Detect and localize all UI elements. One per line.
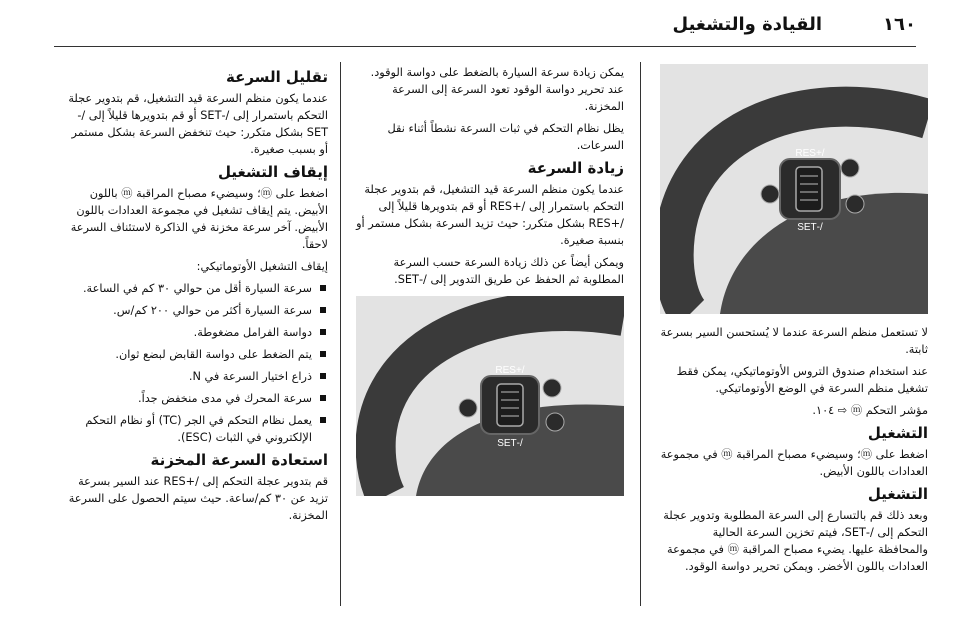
bullet-icon (320, 351, 326, 357)
column-left (60, 64, 328, 529)
bullet-icon (320, 395, 326, 401)
paragraph: يمكن زيادة سرعة السيارة بالضغط على دواسة الوقود. عند تحرير دواسة الوقود تعود السرعة إلى السرعة المخزنة. (370, 66, 624, 113)
set-label: /-SET (497, 438, 523, 449)
section-heading: زيادة السرعة (527, 159, 624, 177)
header-divider (54, 46, 916, 47)
paragraph: مؤشر التحكم ⓜ ⇨ ١٠٤. (812, 404, 928, 417)
page-title: القيادة والتشغيل (672, 14, 822, 35)
column-middle (356, 64, 624, 506)
steering-wheel-figure-1 (660, 64, 928, 314)
bullet-icon (320, 285, 326, 291)
paragraph: إيقاف التشغيل الأوتوماتيكي: (196, 260, 328, 273)
bullet-icon (320, 373, 326, 379)
page-header (0, 0, 960, 48)
column-divider (640, 62, 641, 606)
paragraph: عند استخدام صندوق التروس الأوتوماتيكي، يمكن فقط تشغيل منظم السرعة في الوضع الأوتوماتيكي. (676, 365, 928, 395)
list-item: ذراع اختيار السرعة في N. (60, 368, 328, 385)
section-heading: إيقاف التشغيل (218, 163, 328, 181)
bullet-icon (320, 329, 326, 335)
paragraph: وبعد ذلك قم بالتسارع إلى السرعة المطلوبة وتدوير عجلة التحكم إلى /-SET، فيتم تخزين السرعة الحالية والمحافظة عليها. يضيء مصباح المراقبة ⓜ في مجموعة العدادات باللون الأخضر. ويمكن تحرير دواسة الوقود. (663, 509, 928, 573)
paragraph: لا تستعمل منظم السرعة عندما لا يُستحسن السير بسرعة ثابتة. (660, 326, 928, 356)
paragraph: قم بتدوير عجلة التحكم إلى /+RES عند السير بسرعة تزيد عن ٣٠ كم/ساعة. حيث سيتم الحصول على السرعة المخزنة. (68, 475, 328, 522)
paragraph: ويمكن أيضاً عن ذلك زيادة السرعة حسب السرعة المطلوبة ثم الحفظ عن طريق التدوير إلى /-SET. (393, 256, 624, 286)
column-right (660, 64, 928, 580)
bullet-icon (320, 417, 326, 423)
bullet-list (60, 280, 328, 446)
list-item: يتم الضغط على دواسة القابض لبضع ثوان. (60, 346, 328, 363)
section-heading: استعادة السرعة المخزنة (150, 451, 328, 469)
set-label: /-SET (797, 222, 823, 233)
section-heading: تقليل السرعة (226, 68, 328, 86)
list-item: سرعة السيارة أقل من حوالي ٣٠ كم في الساعة. (60, 280, 328, 297)
list-item: يعمل نظام التحكم في الجر (TC) أو نظام التحكم الإلكتروني في الثبات (ESC). (60, 412, 328, 446)
paragraph: عندما يكون منظم السرعة قيد التشغيل، قم بتدوير عجلة التحكم باستمرار إلى /-SET أو قم بتدويرها قليلاً إلى /-SET بشكل متكرر: حيث تنخفض السرعة بشكل مستمر أو بسبب صغيرة. (68, 92, 328, 156)
section-heading: التشغيل (867, 424, 928, 442)
list-item: سرعة السيارة أكثر من حوالي ٢٠٠ كم/س. (60, 302, 328, 319)
bullet-icon (320, 307, 326, 313)
res-label: /+RES (495, 365, 525, 376)
page-number: ١٦٠ (883, 14, 916, 35)
res-label: /+RES (795, 148, 825, 159)
column-divider (340, 62, 341, 606)
list-item: دواسة الفرامل مضغوطة. (60, 324, 328, 341)
paragraph: اضغط على ⓜ؛ وسيضيء مصباح المراقبة ⓜ باللون الأبيض. يتم إيقاف تشغيل في مجموعة العدادات باللون الأبيض. آخر سرعة مخزنة في الذاكرة لاستئناف السرعة لاحقاً. (70, 187, 328, 251)
paragraph: عندما يكون منظم السرعة قيد التشغيل، قم بتدوير عجلة التحكم باستمرار إلى /+RES أو قم بتدويرها قليلاً إلى /+RES بشكل متكرر: حيث تزيد السرعة بشكل مستمر أو بنسبة صغيرة. (356, 183, 624, 247)
steering-wheel-figure-2 (356, 296, 624, 496)
paragraph: اضغط على ⓜ؛ وسيضيء مصباح المراقبة ⓜ في مجموعة العدادات باللون الأبيض. (660, 448, 928, 478)
steering-wheel-illustration (660, 64, 928, 314)
paragraph: يظل نظام التحكم في ثبات السرعة نشطاً أثناء نقل السرعات. (387, 122, 624, 152)
section-heading: التشغيل (867, 485, 928, 503)
list-item: سرعة المحرك في مدى منخفض جداً. (60, 390, 328, 407)
steering-wheel-illustration (356, 296, 624, 496)
